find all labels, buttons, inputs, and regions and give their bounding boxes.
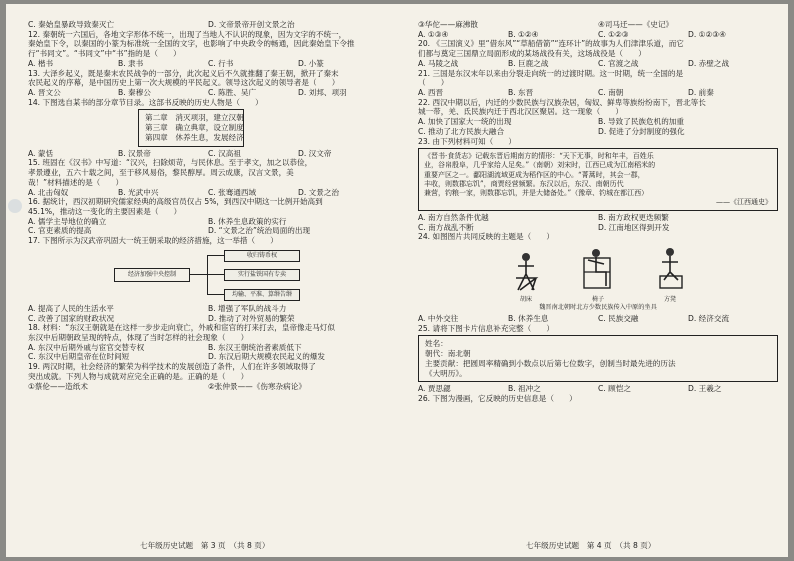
question-text: 22. 西汉中期以后，内迁的少数民族与汉族杂居，匈奴、鲜卑等族纷纷南下，晋北等长 [418, 97, 706, 107]
question-text: 21. 三国是东汉末年以来由分裂走向统一的过渡时期。这一时期，统一全国的是 [418, 68, 684, 78]
question-text: 14. 下图选自某书的部分章节目录。这部书反映的历史人物是（ ） [28, 97, 263, 107]
option-a: A. 中外交往 [418, 314, 459, 323]
q13-options [28, 88, 388, 98]
option-a: A. 晋文公 [28, 88, 61, 98]
option-c: C. 东汉中后期皇帝在位时间短 [28, 352, 130, 362]
q17-options-row2 [28, 314, 388, 324]
option-b: B. 休养生息 [508, 314, 549, 323]
question-12 [28, 30, 388, 69]
option-c: C. 推动了北方民族大融合 [418, 126, 505, 136]
figure-caption: 魏晋南北朝时北方少数民族传入中原的坐具 [539, 304, 657, 312]
option-d: D. “文景之治”统治局面的出现 [208, 226, 311, 236]
q20-options [418, 59, 778, 69]
figure-label: 椅子 [591, 296, 604, 304]
question-text: 17. 下图所示为汉武帝巩固大一统王朝采取的经济措施，这一举措（ ） [28, 236, 278, 246]
q16-options-row2 [28, 226, 388, 236]
q19-items-continued [418, 20, 778, 30]
diagram-item: 均输、平准、算缗告缗 [224, 289, 300, 301]
option-d: D. 东汉后期大规模农民起义的爆发 [208, 352, 325, 362]
diagram-main-box: 经济加强中央控制 [114, 268, 190, 282]
question-18 [28, 323, 388, 362]
question-text: （ ） [418, 78, 449, 88]
option-a: A. 贾思勰 [418, 384, 451, 394]
question-26: 26. 下图为漫画，它反映的历史信息是（ ） [418, 394, 577, 404]
option-b: B. 休养生息政策的实行 [208, 216, 287, 226]
option-d: D. 前秦 [688, 88, 714, 98]
question-text: 19. 两汉时期，社会经济的繁荣为科学技术的发展创造了条件，人们在许多领域取得了 [28, 362, 316, 372]
option-c: C. 汉高祖 [208, 148, 241, 158]
option-b: B. 东晋 [508, 88, 534, 98]
option-c: C. 官渡之战 [598, 58, 639, 68]
chapter-line: 第四章 休养生息，发展经济 [145, 132, 244, 142]
option-b: B. 南方政权更迭频繁 [598, 212, 669, 222]
q14-options [28, 149, 388, 159]
item-1: ①蔡伦——造纸术 [28, 381, 88, 391]
question-text: 突出成就。下列人物与成就对应完全正确的是。正确的是（ ） [28, 371, 249, 381]
option-c: C. 南朝 [598, 88, 624, 98]
figure-label: 方凳 [663, 296, 676, 304]
item-4: ④司马迁——《史记》 [598, 20, 674, 29]
scanned-exam-sheet [6, 4, 788, 557]
option-b: B. 光武中兴 [118, 187, 159, 197]
q22-options-row2 [418, 127, 778, 137]
economic-measures-diagram [28, 248, 388, 302]
card-name: 姓名： [425, 339, 448, 349]
option-b: B. 汉景帝 [118, 148, 151, 158]
option-a: A. ①③④ [418, 29, 449, 39]
chapter-line: 第二章 消灭项羽，建立汉朝 [145, 113, 244, 123]
option-a: A. 东汉中后期外戚与宦官交替专权 [28, 342, 145, 352]
question-text: 16. 据统计，西汉初期研究儒家经典的高级官员仅占 5%，到西汉中期这一比例开始高到 [28, 197, 323, 207]
material-line: 丰收，则数郡忘饥”，商贾经营频繁。东汉以后，东汉、南朝历代 [424, 179, 624, 188]
option-a: A. 西晋 [418, 88, 444, 98]
option-d: D. ①②③④ [688, 29, 726, 39]
material-line: 重要产区之一。鄱阳湖流域更成为稻作区的中心。“菁蒿时，其会一郡， [424, 170, 645, 179]
question-24 [418, 232, 778, 323]
card-dynasty: 朝代：南北朝 [425, 349, 471, 359]
option-c: C. 改善了国家的财政状况 [28, 313, 115, 323]
question-13 [28, 69, 388, 98]
material-line: 业，谷帛殷阜，几乎家给人足矣。”（南朝）刘宋时，江西已成为江南稻米的 [424, 161, 656, 170]
question-text: 秦始皇下令，以秦国的小篆为标准统一全国的文字，也影响了中央政令的畅通，因此秦始皇下令推 [28, 39, 355, 49]
q18-options-row2 [28, 352, 388, 362]
square-stool-illustration [650, 246, 690, 294]
q15-options [28, 188, 388, 198]
option-b: B. 增强了军队的战斗力 [208, 303, 287, 313]
option-a: A. 北击匈奴 [28, 187, 69, 197]
q16-options-row1 [28, 217, 388, 227]
question-text: 哉！”材料描述的是（ ） [28, 177, 124, 187]
question-21 [418, 69, 778, 98]
option-a: A. 楷书 [28, 58, 54, 68]
question-16 [28, 197, 388, 236]
option-a: A. 提高了人民的生活水平 [28, 303, 114, 313]
question-23 [418, 137, 778, 233]
option-b: B. 东汉王朝统治者素质低下 [208, 342, 302, 352]
option-c: C. 张骞通西域 [208, 187, 257, 197]
option-d: D. 促进了分封制度的强化 [598, 126, 685, 136]
card-contribution: 主要贡献：把圆周率精确到小数点以后第七位数字，创制当时最先进的历法 [425, 358, 676, 368]
question-text: 城一带，羌、氐民族内迁于西北汉区聚居。这一现象（ ） [418, 107, 624, 117]
option-a: A. 蒙恬 [28, 148, 54, 158]
option-c: C. 南方战乱不断 [418, 222, 474, 232]
question-text: 12. 秦朝统一六国后，各地文字形体不统一，出现了当地人不认识的现象，因为文字的不统一， [28, 29, 347, 39]
connector-line [207, 274, 224, 275]
item-2: ②张仲景——《伤寒杂病论》 [208, 381, 306, 391]
option-b: B. 祖冲之 [508, 384, 541, 394]
material-line: 《晋书·食货志》记载东晋后期南方的情形：“天下无事，时和年丰，百姓乐 [424, 152, 654, 161]
question-22 [418, 98, 778, 137]
connector-line [207, 294, 224, 295]
furniture-illustrations [418, 244, 778, 304]
option-b: B. ①②④ [508, 29, 539, 39]
option-b: B. 隶书 [118, 58, 144, 68]
option-d: D. 文景之治 [298, 187, 340, 197]
connector-line [207, 255, 224, 256]
option-b: B. 巨鹿之战 [508, 58, 549, 68]
question-15 [28, 158, 388, 197]
chair-illustration [578, 246, 618, 294]
chair-figure [573, 246, 623, 304]
source-material-box [418, 148, 778, 211]
question-text: 孝景遵业，五六十载之间，至于移风易俗，黎民醇厚。周云成康，汉言文景，美 [28, 168, 294, 178]
option-c: C. 秦始皇暴政导致秦灭亡 [28, 20, 115, 29]
option-d: D. 王羲之 [688, 384, 722, 394]
question-19 [28, 362, 388, 391]
chapter-line: 第三章 确立典章，设立制度 [145, 123, 244, 133]
question-text: 23. 由下列材料可知（ ） [418, 136, 517, 146]
page-footer: 七年级历史试题 第 3 页 （共 8 页） [140, 541, 270, 551]
question-20 [418, 39, 778, 68]
q19-options [418, 30, 778, 40]
option-c: C. 民族交融 [598, 314, 639, 323]
q12-options [28, 59, 388, 69]
option-d: D. 小篆 [298, 58, 324, 68]
question-text: 东汉中后期朝政呈现的特点，体现了当时怎样的社会现象（ ） [28, 332, 249, 342]
q19-items [28, 382, 388, 392]
option-d: D. 推动了对外贸易的繁荣 [208, 313, 295, 323]
square-stool-figure [645, 246, 695, 304]
option-c: C. 官吏素质的提高 [28, 226, 92, 236]
question-text: 13. 大泽乡起义，既是秦末农民战争的一部分，此次起义后不久就推翻了秦王朝，掀开了秦末 [28, 68, 339, 78]
question-text: 15. 班固在《汉书》中写道：“汉兴，扫除烦苛，与民休息。至于孝文，加之以恭俭， [28, 158, 313, 168]
q23-options-row2 [418, 223, 778, 233]
q18-options-row1 [28, 343, 388, 353]
book-contents-box [138, 109, 244, 146]
q25-options [418, 384, 778, 394]
q22-options-row1 [418, 117, 778, 127]
connector-line [189, 274, 207, 275]
option-b: B. 导致了民族危机的加重 [598, 117, 684, 127]
option-d: D. 赤壁之战 [688, 58, 730, 68]
q24-options [418, 314, 778, 324]
option-d: D. 汉文帝 [298, 148, 332, 158]
card-contribution-cont: 《大明历》。 [425, 368, 467, 378]
page-footer: 七年级历史试题 第 4 页 （共 8 页） [526, 541, 656, 551]
q23-options-row1 [418, 213, 778, 223]
folding-stool-figure [501, 252, 551, 304]
option-c: C. 行书 [208, 58, 234, 68]
question-17 [28, 236, 388, 323]
question-text: 20. 《三国演义》里“借东风”“草船借箭”“连环计”的故事为人们津津乐道，而它 [418, 39, 684, 49]
question-text: 18. 材料：“东汉王朝就是在这样一步步走向衰亡，外戚和宦官的打来打去，皇帝像走马灯似 [28, 323, 335, 333]
diagram-item: 收归铸币权 [224, 250, 300, 262]
q17-options-row1 [28, 304, 388, 314]
item-3: ③华佗——麻沸散 [418, 20, 478, 29]
figure-label: 胡床 [519, 296, 532, 304]
option-a: A. 加快了国家大一统的出现 [418, 117, 512, 127]
q11-options [28, 20, 388, 30]
q21-options [418, 88, 778, 98]
question-text: 24. 如图图片共同反映的主题是（ ） [418, 232, 554, 242]
material-source: ——《江西通史》 [716, 197, 772, 206]
diagram-item: 实行盐铁国有专卖 [224, 269, 300, 281]
question-14 [28, 98, 388, 159]
question-text: 农民起义的序幕，是中国历史上第一次大规模的平民起义。领导这次起义的领导者是（ ） [28, 78, 340, 88]
info-card [418, 335, 778, 382]
material-line: 兼营，钓粮一家，则数郡忘饥，并是大储备处。”（豫章、钓城在都江西） [424, 188, 649, 197]
question-text: 行“书同文”。“书同文”中“书”指的是（ ） [28, 49, 181, 59]
option-d: D. 文帝景帝开创文景之治 [208, 20, 295, 29]
option-c: C. 陈胜、吴广 [208, 88, 257, 98]
option-c: C. 顾恺之 [598, 384, 631, 394]
scan-smudge [8, 199, 22, 213]
question-text: 45.1%，推动这一变化的主要因素是（ ） [28, 206, 182, 216]
option-c: C. ①②③ [598, 29, 629, 39]
option-d: D. 经济交流 [688, 314, 730, 323]
question-text: 25. 请将下图卡片信息补充完整（ ） [418, 323, 554, 333]
option-a: A. 马陵之战 [418, 58, 459, 68]
question-text: 们都与奠定三国鼎立局面形成的某场战役有关，这场战役是（ ） [418, 49, 646, 59]
option-d: D. 江南地区得到开发 [598, 222, 670, 232]
page-3 [28, 4, 388, 557]
question-25 [418, 324, 778, 394]
page-4 [418, 4, 778, 557]
option-a: A. 南方自然条件优越 [418, 212, 489, 222]
option-b: B. 秦穆公 [118, 88, 151, 98]
connector-line [207, 255, 208, 295]
option-d: D. 刘邦、项羽 [298, 88, 347, 98]
option-a: A. 儒学主导地位的确立 [28, 216, 107, 226]
folding-stool-illustration [506, 252, 546, 294]
